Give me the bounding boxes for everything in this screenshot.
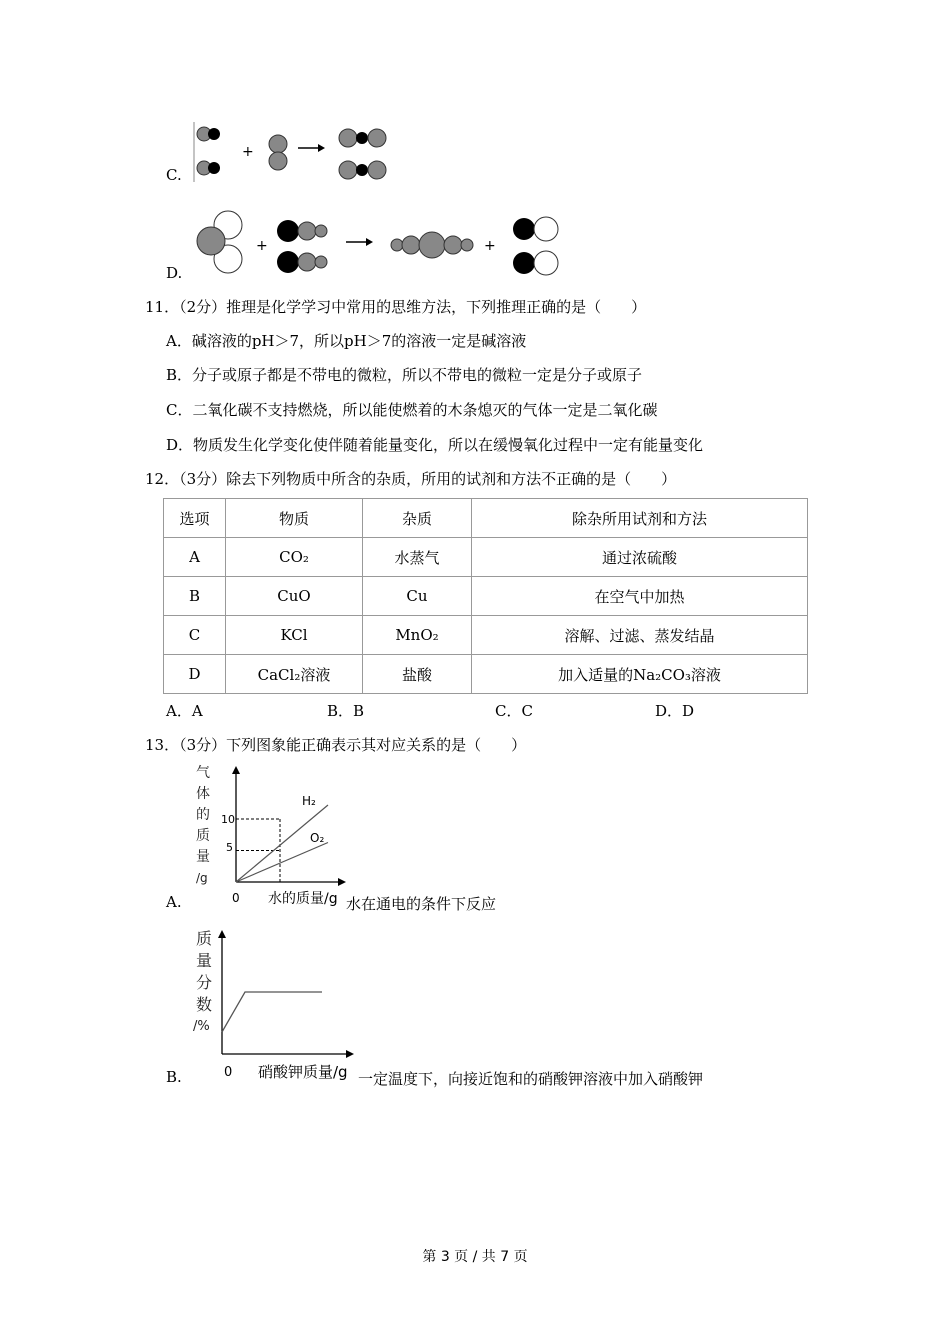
q13-option-b-chart — [188, 924, 368, 1086]
table-cell: CuO — [226, 577, 363, 616]
y-axis-arrow — [232, 766, 240, 774]
q10-option-c-label: C. — [166, 166, 182, 184]
table-cell: 通过浓硫酸 — [472, 538, 808, 577]
q11-option-b: B．分子或原子都是不带电的微粒，所以不带电的微粒一定是分子或原子 — [166, 366, 643, 384]
header-cell: 除杂所用试剂和方法 — [472, 499, 808, 538]
series-line-o2 — [236, 843, 328, 883]
header-cell: 选项 — [164, 499, 226, 538]
x-axis-arrow — [338, 878, 346, 886]
q13-option-b-caption: 一定温度下，向接近饱和的硝酸钾溶液中加入硝酸钾 — [358, 1070, 704, 1088]
ylabel-char: 量 — [196, 849, 210, 865]
page-footer: 第 3 页 / 共 7 页 — [422, 1249, 528, 1265]
q10-option-d-molecule-diagram — [190, 205, 570, 283]
table-cell: 溶解、过滤、蒸发结晶 — [472, 616, 808, 655]
x-axis-label: 水的质量/g — [268, 891, 338, 907]
header-cell: 物质 — [226, 499, 363, 538]
x-axis-arrow — [346, 1050, 354, 1058]
y-axis-arrow — [218, 930, 226, 938]
table-cell: MnO₂ — [363, 616, 472, 655]
ylabel-char: 数 — [196, 995, 213, 1014]
table-cell: CaCl₂溶液 — [226, 655, 363, 694]
x-axis-label: 硝酸钾质量/g — [258, 1063, 348, 1081]
table-cell: C — [164, 616, 226, 655]
table-cell: A — [164, 538, 226, 577]
table-cell: 盐酸 — [363, 655, 472, 694]
ylabel-char: 量 — [196, 951, 213, 970]
q13-option-b-letter: B. — [166, 1068, 182, 1086]
ylabel-char: /% — [193, 1019, 210, 1034]
table-header-row — [164, 499, 808, 538]
table-cell: 水蒸气 — [363, 538, 472, 577]
table-row — [164, 538, 808, 577]
series-label-o2: O₂ — [310, 831, 325, 845]
q11-option-a: A．碱溶液的pH＞7，所以pH＞7的溶液一定是碱溶液 — [166, 332, 527, 350]
ytick-label-10: 10 — [221, 813, 235, 826]
ylabel-char: 气 — [196, 765, 210, 781]
ylabel-char: 分 — [196, 973, 213, 992]
svg-text:+: + — [256, 238, 268, 254]
q11-option-c: C．二氧化碳不支持燃烧，所以能使燃着的木条熄灭的气体一定是二氧化碳 — [166, 401, 658, 419]
table-row — [164, 577, 808, 616]
q10-option-d-label: D. — [166, 264, 183, 282]
table-cell: 加入适量的Na₂CO₃溶液 — [472, 655, 808, 694]
table-cell: D — [164, 655, 226, 694]
q12-stem: 12．（3分）除去下列物质中所含的杂质，所用的试剂和方法不正确的是（ ） — [145, 470, 677, 488]
ylabel-char: /g — [196, 871, 208, 885]
table-cell: KCl — [226, 616, 363, 655]
table-cell: 在空气中加热 — [472, 577, 808, 616]
ytick-label-5: 5 — [226, 841, 233, 854]
svg-text:+: + — [484, 238, 496, 254]
table-cell: CO₂ — [226, 538, 363, 577]
q12-answer-b: B．B — [327, 702, 365, 720]
q12-table — [163, 498, 808, 694]
table-row — [164, 616, 808, 655]
series-label-h2: H₂ — [302, 794, 316, 808]
q13-option-a-chart — [188, 760, 356, 912]
origin-label: 0 — [224, 1065, 233, 1080]
q12-answer-c: C．C — [495, 702, 533, 720]
series-line-mass-fraction — [222, 992, 322, 1032]
ylabel-char: 的 — [196, 807, 210, 823]
ylabel-char: 质 — [196, 929, 213, 948]
ylabel-char: 质 — [196, 828, 210, 844]
q10-option-c-molecule-diagram — [190, 118, 400, 190]
q11-option-d: D．物质发生化学变化使伴随着能量变化，所以在缓慢氧化过程中一定有能量变化 — [166, 436, 704, 454]
q12-answer-a: A．A — [166, 702, 203, 720]
origin-label: 0 — [232, 891, 240, 905]
table-row — [164, 655, 808, 694]
q12-answer-d: D．D — [655, 702, 695, 720]
q11-stem: 11．（2分）推理是化学学习中常用的思维方法，下列推理正确的是（ ） — [145, 298, 647, 316]
q13-option-a-letter: A. — [166, 893, 182, 911]
table-cell: Cu — [363, 577, 472, 616]
header-cell: 杂质 — [363, 499, 472, 538]
q13-option-a-caption: 水在通电的条件下反应 — [346, 895, 497, 913]
table-cell: B — [164, 577, 226, 616]
svg-text:+: + — [242, 144, 254, 160]
q13-stem: 13．（3分）下列图象能正确表示其对应关系的是（ ） — [145, 736, 527, 754]
ylabel-char: 体 — [196, 786, 210, 802]
